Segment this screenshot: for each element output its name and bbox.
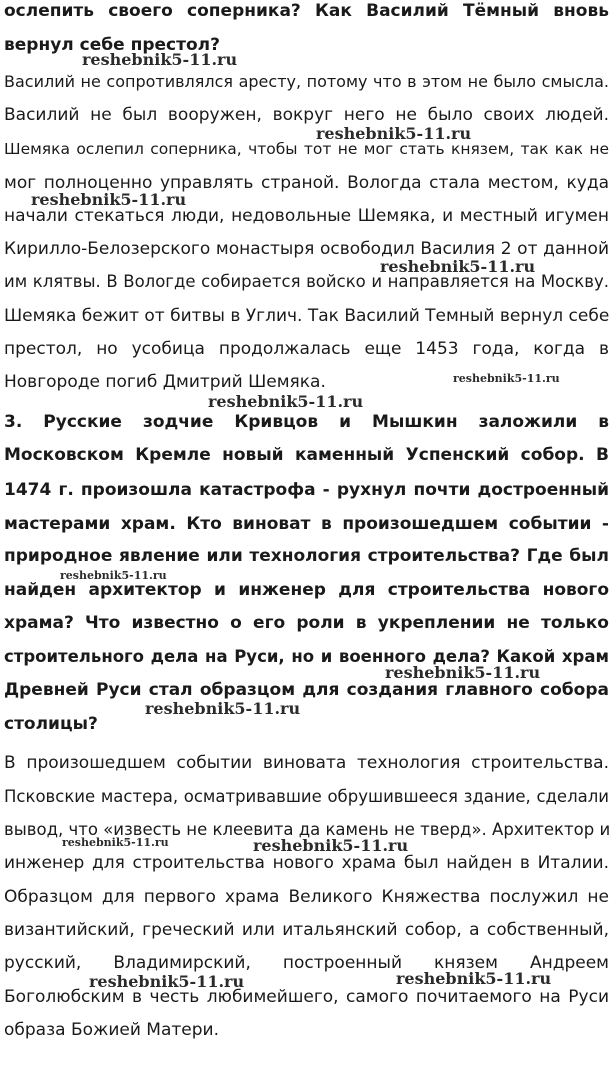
question-line: строительного дела на Руси, но и военного дела? Какой храм — [4, 647, 609, 666]
question-line: природное явление или технология строительства? Где был — [4, 546, 609, 566]
answer-line: В произошедшем событии виновата технология строительства. — [4, 753, 609, 773]
answer-line: вывод, что «известь не клеевита да камень не тверд». Архитектор и — [4, 820, 611, 839]
question-line: найден архитектор и инженер для строительства нового — [4, 580, 609, 600]
answer-line: Шемяка бежит от битвы в Углич. Так Василий Темный вернул себе — [4, 306, 610, 326]
answer-line: Василий не сопротивлялся аресту, потому что в этом не было смысла. — [4, 72, 609, 91]
answer-line: Боголюбским в честь любимейшего, самого почитаемого на Руси — [4, 987, 609, 1007]
watermark: reshebnik5-11.ru — [89, 972, 245, 991]
question-line: мастерами храм. Кто виноват в произошедшем событии - — [4, 514, 609, 534]
answer-line: мог полноценно управлять страной. Вологда стала местом, куда — [4, 173, 609, 193]
question-line: Древней Руси стал образцом для создания главного собора — [4, 680, 609, 700]
answer-line: им клятвы. В Вологде собирается войско и направляется на Москву. — [4, 272, 609, 291]
watermark: reshebnik5-11.ru — [385, 663, 541, 682]
answer-line: Новгороде погиб Дмитрий Шемяка. — [4, 372, 326, 392]
question-line: вернул себе престол? — [4, 35, 220, 55]
question-line: ослепить своего соперника? Как Василий Тёмный вновь — [4, 1, 609, 21]
answer-line: инженер для строительства нового храма был найден в Италии. — [4, 853, 609, 873]
question-line: 3. Русские зодчие Кривцов и Мышкин заложили в — [4, 412, 609, 432]
answer-line: византийский, греческий или итальянский собор, а собственный, — [4, 920, 609, 940]
watermark: reshebnik5-11.ru — [31, 190, 187, 209]
watermark: reshebnik5-11.ru — [453, 372, 560, 385]
answer-line: начали стекаться люди, недовольные Шемяка, и местный игумен — [4, 206, 609, 226]
answer-line: Кирилло-Белозерского монастыря освободил Василия 2 от данной — [4, 239, 609, 259]
answer-line: Псковские мастера, осматривавшие обрушившееся здание, сделали — [4, 787, 609, 806]
answer-line: Образцом для первого храма Великого Княжества послужил не — [4, 887, 609, 907]
watermark: reshebnik5-11.ru — [82, 50, 238, 69]
answer-line: русский, Владимирский, построенный князем Андреем — [4, 953, 609, 973]
watermark: reshebnik5-11.ru — [380, 257, 536, 276]
watermark: reshebnik5-11.ru — [62, 836, 169, 849]
watermark: reshebnik5-11.ru — [60, 569, 167, 582]
answer-line: образа Божией Матери. — [4, 1020, 219, 1040]
answer-line: престол, но усобица продолжалась еще 1453 года, когда в — [4, 339, 609, 359]
watermark: reshebnik5-11.ru — [145, 699, 301, 718]
watermark: reshebnik5-11.ru — [208, 392, 364, 411]
question-line: 1474 г. произошла катастрофа - рухнул почти достроенный — [4, 480, 609, 500]
answer-line: Шемяка ослепил соперника, чтобы тот не мог стать князем, так как не — [4, 140, 609, 158]
question-line: храма? Что известно о его роли в укреплении не только — [4, 613, 609, 633]
question-line: столицы? — [4, 714, 98, 734]
watermark: reshebnik5-11.ru — [253, 836, 409, 855]
watermark: reshebnik5-11.ru — [316, 124, 472, 143]
watermark: reshebnik5-11.ru — [396, 969, 552, 988]
question-line: Московском Кремле новый каменный Успенский собор. В — [4, 445, 609, 465]
answer-line: Василий не был вооружен, вокруг него не было своих людей. — [4, 105, 609, 125]
